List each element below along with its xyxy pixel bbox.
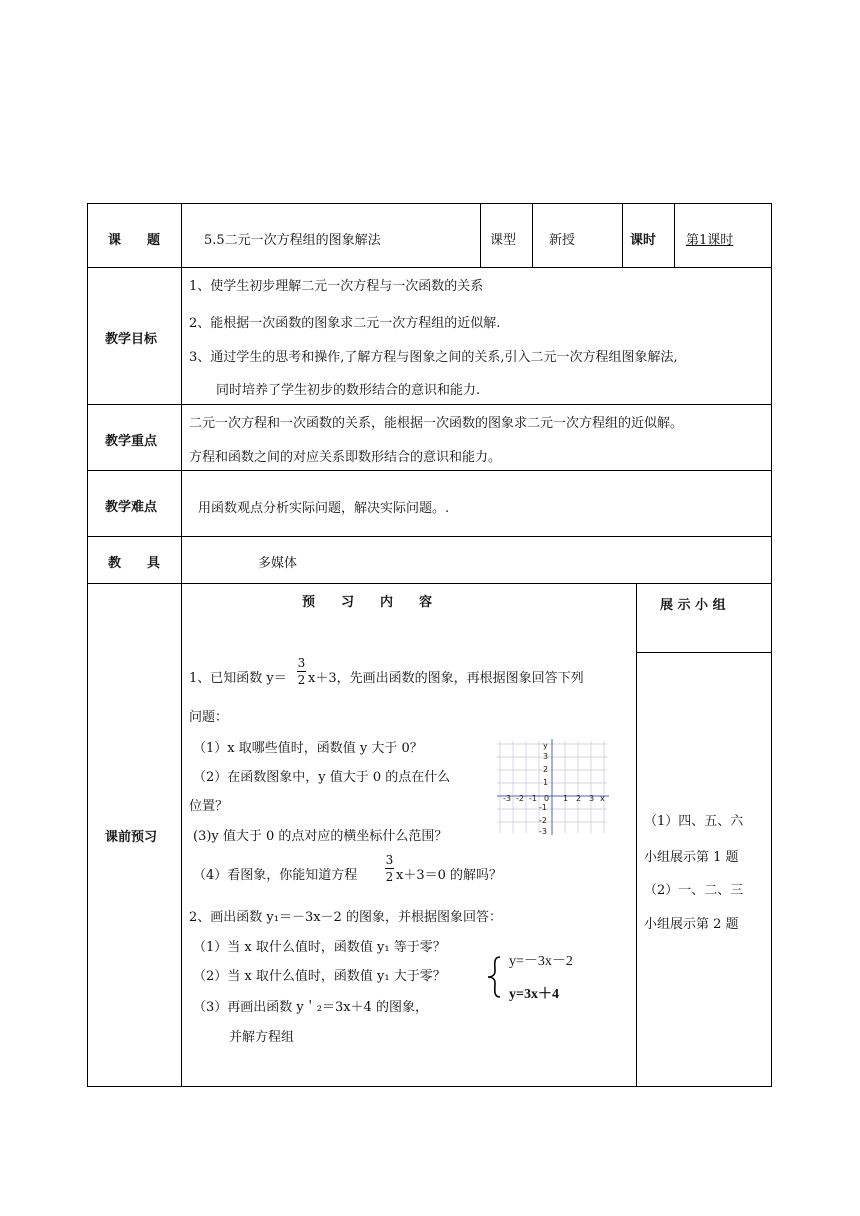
q1-part-c: (3)y 值大于 0 的点对应的横坐标什么范围？: [193, 829, 448, 844]
tools-text: 多媒体: [258, 556, 298, 571]
topic-label: 课 题: [108, 233, 161, 248]
preview-content-header: 预 习 内 容: [302, 595, 433, 610]
system-brace-icon: [484, 955, 504, 999]
q1-part-d-prefix: （4）看图象，你能知道方程: [193, 868, 358, 883]
grid-y-tick: -2: [539, 816, 547, 825]
grid-y-tick: -1: [539, 803, 547, 812]
group-line-4: 小组展示第 2 题: [644, 917, 739, 932]
period-value: 第1课时: [686, 233, 734, 248]
q1-part-b: （2）在函数图象中，y 值大于 0 的点在什么: [193, 770, 451, 785]
q1-part-b-cont: 位置？: [189, 799, 229, 814]
q2-part-a: （1）当 x 取什么值时，函数值 y₁ 等于零？: [193, 940, 446, 955]
q1-fraction-den: 2: [297, 673, 306, 687]
key-points-line-1: 二元一次方程和一次函数的关系，能根据一次函数的图象求二元一次方程组的近似解。: [189, 416, 684, 431]
q1-d-fraction-num: 3: [385, 853, 394, 867]
q2-part-b: （2）当 x 取什么值时，函数值 y₁ 大于零？: [193, 969, 446, 984]
grid-x-tick: 0: [544, 794, 550, 803]
q2-part-c-cont: 并解方程组: [229, 1030, 295, 1045]
grid-y-tick: 1: [543, 778, 549, 787]
goal-item-3: 3、通过学生的思考和操作,了解方程与图象之间的关系,引入二元一次方程组图象解法,: [189, 350, 678, 365]
q1-part-a: （1）x 取哪些值时，函数值 y 大于 0？: [193, 741, 423, 756]
q1-suffix: x＋3，先画出函数的图象，再根据图象回答下列: [308, 671, 584, 686]
q1-prefix: 1、已知函数 y＝: [189, 671, 287, 686]
grid-x-tick: -2: [516, 794, 524, 803]
grid-x-tick: 3: [589, 794, 595, 803]
topic-title: 5.5二元一次方程组的图象解法: [204, 233, 381, 248]
group-line-1: （1）四、五、六: [644, 814, 744, 829]
grid-x-tick: 1: [563, 794, 569, 803]
grid-x-tick: -3: [503, 794, 511, 803]
q1-fraction-num: 3: [297, 656, 306, 670]
q2-text: 2、画出函数 y₁＝－3x－2 的图象，并根据图象回答：: [189, 910, 502, 925]
group-line-2: 小组展示第 1 题: [644, 850, 739, 865]
grid-y-tick: 2: [543, 765, 549, 774]
q1-d-fraction: [385, 853, 394, 884]
key-points-line-2: 方程和函数之间的对应关系即数形结合的意识和能力。: [189, 450, 502, 465]
q1-part-d-suffix: x＋3＝0 的解吗？: [396, 868, 503, 883]
grid-x-tick: 2: [576, 794, 582, 803]
goal-item-3-cont: 同时培养了学生初步的数形结合的意识和能力.: [216, 383, 481, 398]
group-line-3: （2）一、二、三: [644, 883, 744, 898]
grid-y-tick: -3: [539, 827, 547, 836]
q1-fraction: [297, 656, 306, 687]
system-equation-2: y=3x＋4: [509, 987, 559, 1002]
goal-item-1: 1、使学生初步理解二元一次方程与一次函数的关系: [189, 279, 484, 294]
lesson-type-label: 课型: [490, 233, 517, 248]
goal-item-2: 2、能根据一次函数的图象求二元一次方程组的近似解.: [189, 316, 501, 331]
key-points-label: 教学重点: [105, 434, 158, 449]
grid-y-label: y: [543, 741, 548, 750]
difficulty-text: 用函数观点分析实际问题，解决实际问题。.: [198, 501, 450, 516]
q1-line2: 问题：: [189, 710, 229, 725]
period-label: 课时: [630, 233, 657, 248]
system-equation-1: y=－3x－2: [509, 954, 573, 969]
lesson-type-value: 新授: [549, 233, 576, 248]
grid-x-tick: -1: [529, 794, 537, 803]
grid-x-label: x: [600, 794, 605, 803]
q1-d-fraction-den: 2: [385, 870, 394, 884]
difficulty-label: 教学难点: [105, 500, 158, 515]
coordinate-grid: [495, 737, 613, 837]
q2-part-c: （3）再画出函数 y＇₂＝3x＋4 的图象，: [193, 1000, 428, 1015]
preview-label: 课前预习: [105, 830, 158, 845]
goals-label: 教学目标: [105, 332, 158, 347]
group-header: 展 示 小 组: [660, 598, 726, 613]
tools-label: 教 具: [108, 556, 161, 571]
grid-y-tick: 3: [543, 752, 549, 761]
